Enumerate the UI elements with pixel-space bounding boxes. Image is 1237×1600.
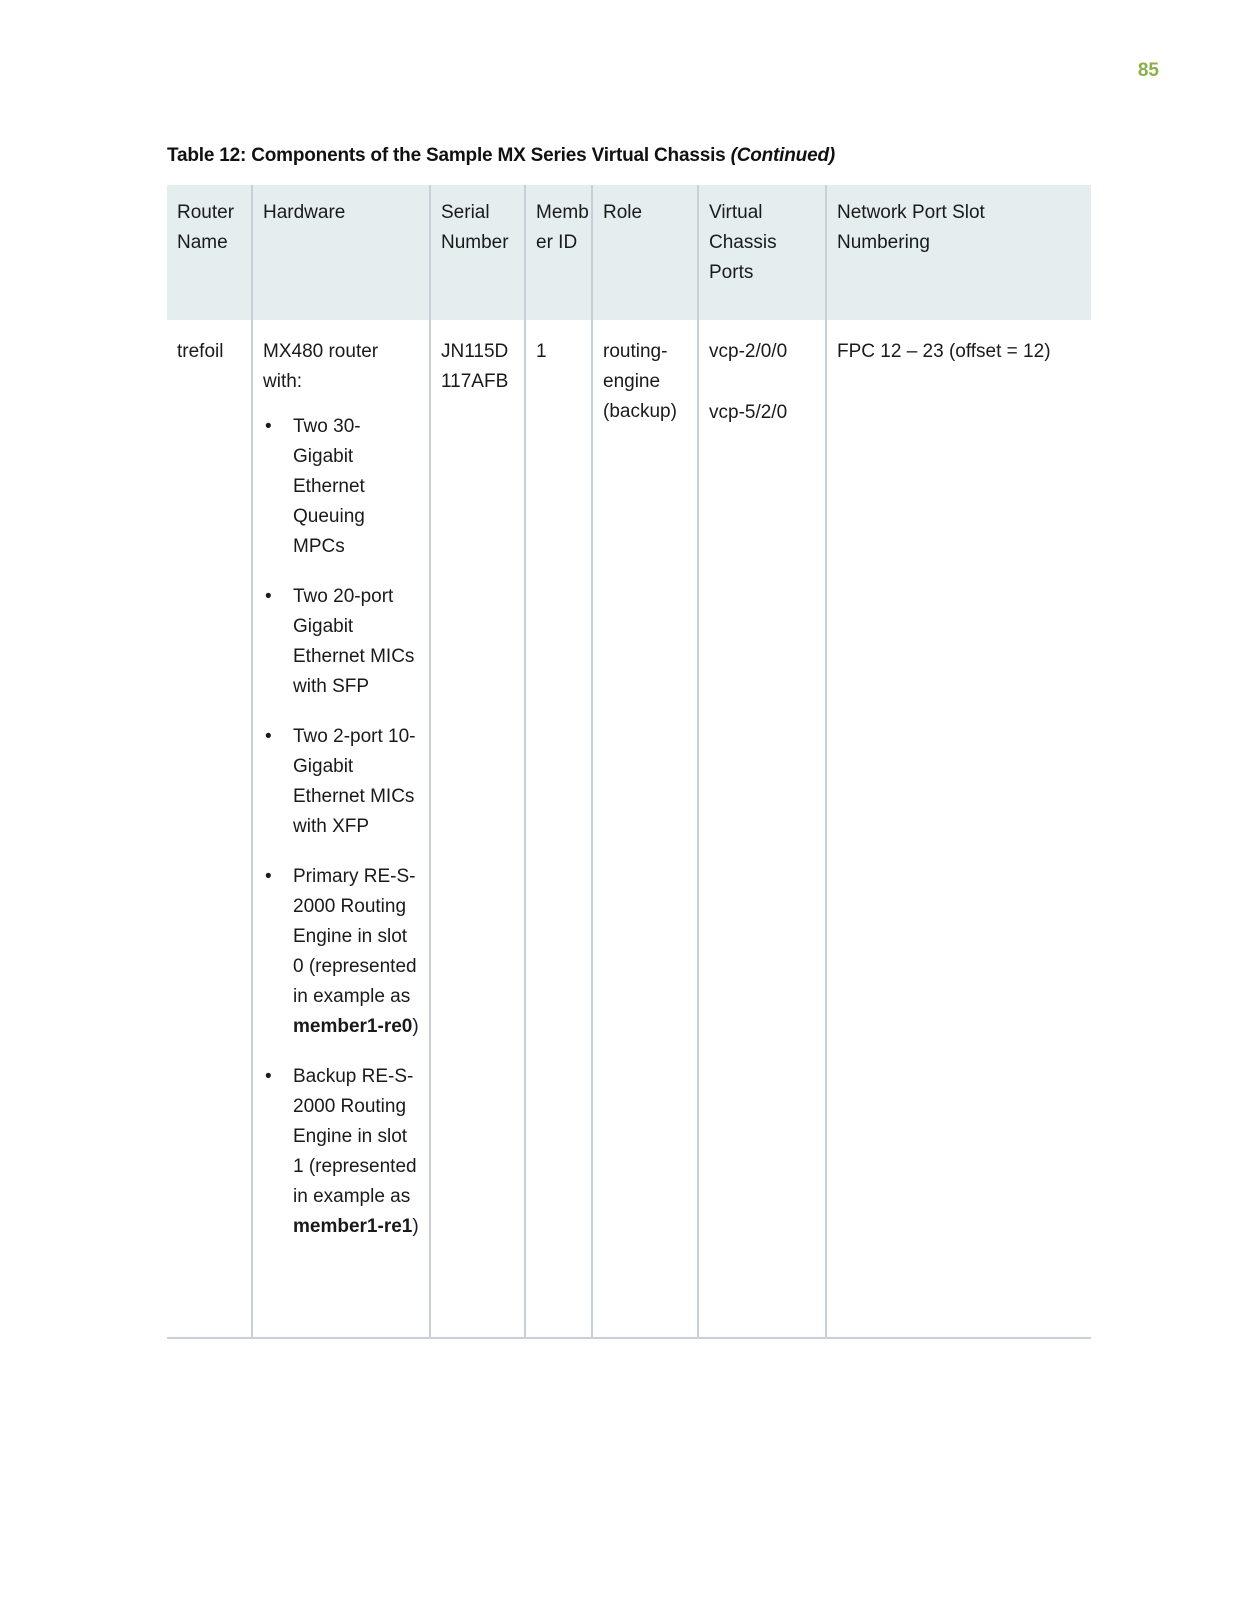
bullet-icon: • <box>265 726 272 747</box>
header-network-port-slot: Network Port Slot Numbering <box>826 185 1091 320</box>
caption-continued: (Continued) <box>730 145 835 166</box>
table-header-row <box>167 185 1091 320</box>
cell-hardware <box>252 320 430 1338</box>
table-row <box>167 320 1091 1338</box>
bullet-icon: • <box>265 866 272 887</box>
header-virtual-chassis-ports: Virtual Chassis Ports <box>698 185 826 320</box>
caption-title: Table 12: Components of the Sample MX Series Virtual Chassis <box>167 145 731 166</box>
cell-serial-number: JN115D117AFB <box>430 320 525 1338</box>
bullet-icon: • <box>265 416 272 437</box>
hardware-intro: MX480 router with: <box>263 341 379 392</box>
cell-vc-ports <box>698 320 826 1338</box>
bullet-icon: • <box>265 1066 272 1087</box>
header-member-id: Memb er ID <box>525 185 592 320</box>
bullet-icon: • <box>265 586 272 607</box>
components-table <box>167 185 1091 1339</box>
cell-router-name: trefoil <box>167 320 252 1338</box>
vc-port: vcp-2/0/0 <box>709 341 788 362</box>
hardware-item: • Two 20-port Gigabit Ethernet MICs with SFP <box>263 582 419 702</box>
hardware-list <box>263 412 419 1242</box>
hardware-item: • Backup RE-S-2000 Routing Engine in slot 1 (represented in example as member1-re1) <box>263 1062 419 1242</box>
header-serial-number: Serial Number <box>430 185 525 320</box>
cell-network-port-slot: FPC 12 – 23 (offset = 12) <box>826 320 1091 1338</box>
member-ref: member1-re1 <box>293 1216 413 1237</box>
hardware-item: • Two 30-Gigabit Ethernet Queuing MPCs <box>263 412 419 562</box>
header-hardware: Hardware <box>252 185 430 320</box>
page-number: 85 <box>1137 60 1159 81</box>
cell-member-id: 1 <box>525 320 592 1338</box>
table-caption <box>167 145 835 167</box>
hardware-item: • Two 2-port 10-Gigabit Ethernet MICs with XFP <box>263 722 419 842</box>
cell-role: routing-engine (backup) <box>592 320 698 1338</box>
header-role: Role <box>592 185 698 320</box>
hardware-item: • Primary RE-S-2000 Routing Engine in slot 0 (represented in example as member1-re0) <box>263 862 419 1042</box>
header-router-name: Router Name <box>167 185 252 320</box>
vc-port: vcp-5/2/0 <box>709 402 788 423</box>
member-ref: member1-re0 <box>293 1016 413 1037</box>
